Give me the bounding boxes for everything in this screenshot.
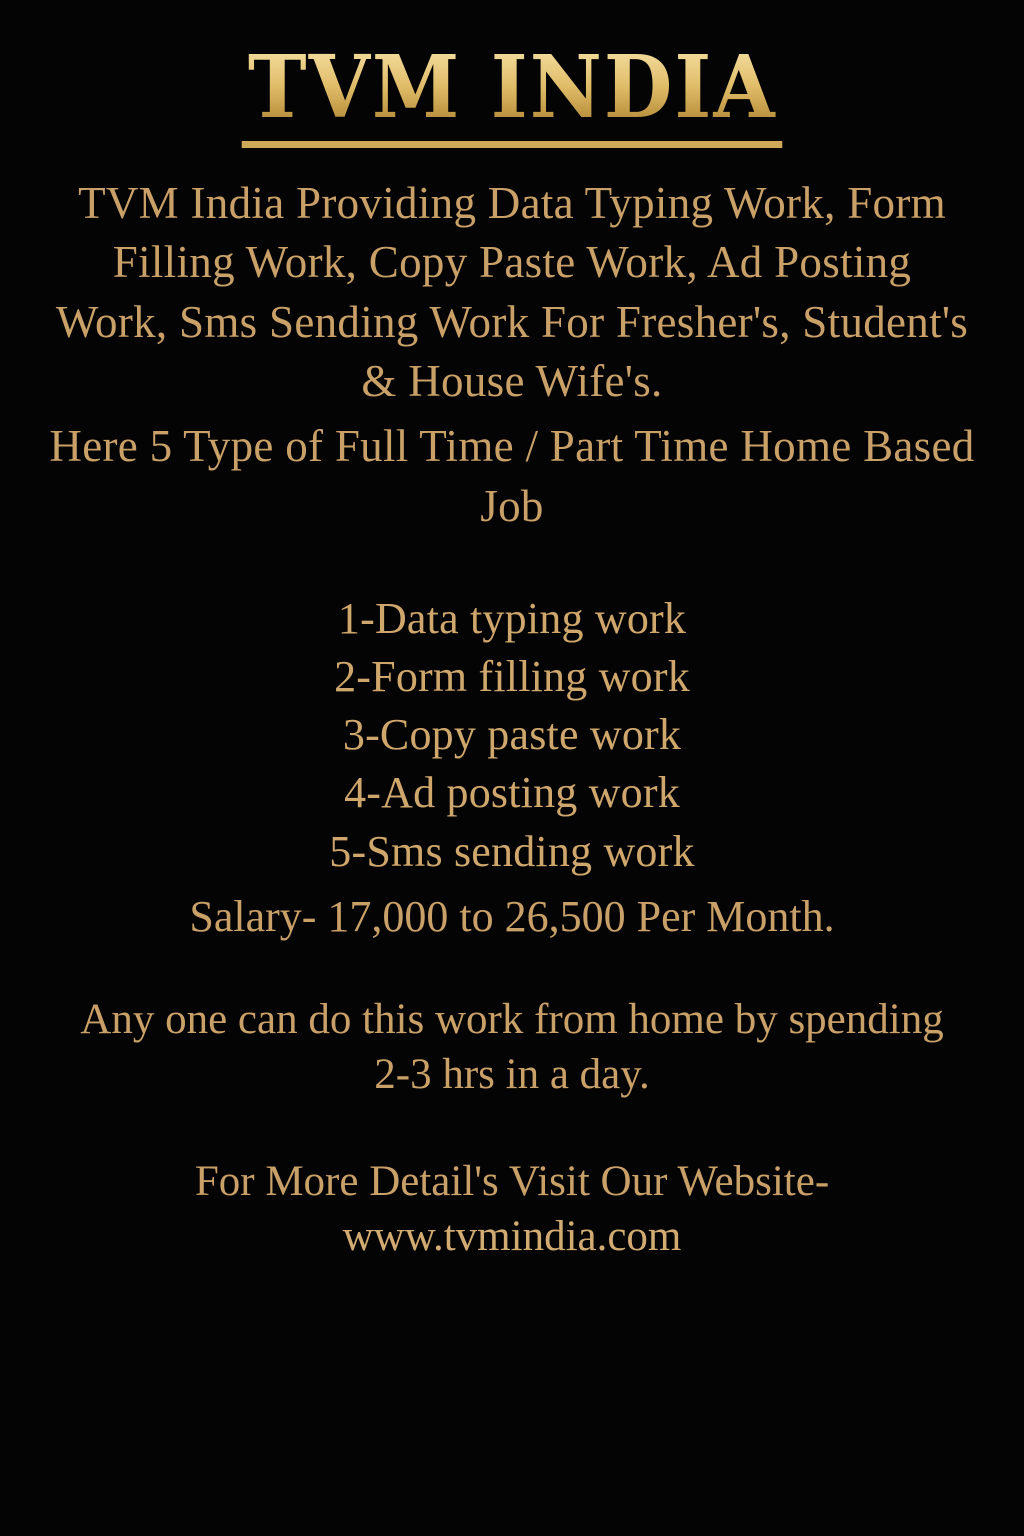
list-item: 4-Ad posting work <box>344 768 680 818</box>
job-count-line: Here 5 Type of Full Time / Part Time Home Based Job <box>49 421 975 531</box>
salary-line: Salary- 17,000 to 26,500 Per Month. <box>189 891 835 941</box>
page-title: TVM INDIA <box>241 42 782 148</box>
list-item: 2-Form filling work <box>334 652 690 702</box>
website-block <box>36 1154 988 1264</box>
list-item: 5-Sms sending work <box>329 826 695 876</box>
website-label: For More Detail's Visit Our Website- <box>194 1157 830 1205</box>
list-item: 1-Data typing work <box>337 594 687 644</box>
website-url[interactable]: www.tvmindia.com <box>342 1212 682 1260</box>
work-hours-note: Any one can do this work from home by spending 2-3 hrs in a day. <box>80 995 944 1098</box>
intro-paragraph: TVM India Providing Data Typing Work, Form Filling Work, Copy Paste Work, Ad Posting Work, Sms Sending Work For Fresher's, Student's & House Wife's. <box>55 177 969 407</box>
list-item: 3-Copy paste work <box>342 710 682 760</box>
title-container <box>0 0 1024 148</box>
poster-body <box>0 174 1024 1264</box>
job-list <box>36 590 988 880</box>
